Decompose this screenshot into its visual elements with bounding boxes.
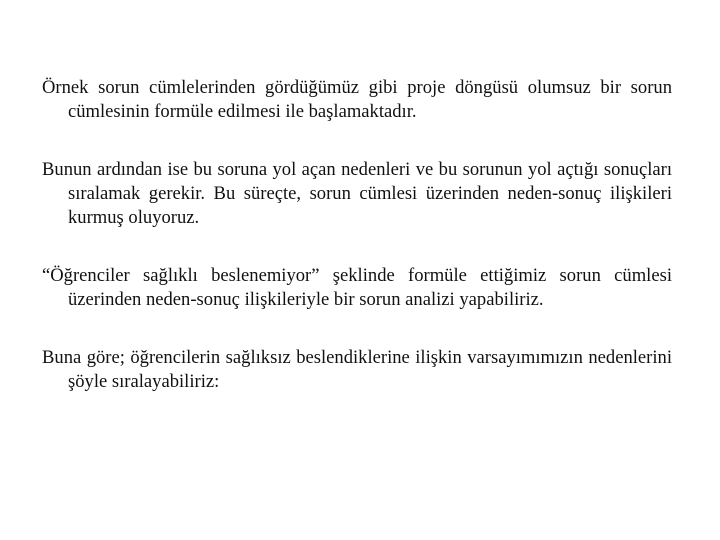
paragraph-example-statement: “Öğrenciler sağlıklı beslenemiyor” şeklinde formüle ettiğimiz sorun cümlesi üzerinden neden-sonuç ilişkileriyle bir sorun analizi yapabiliriz. xyxy=(42,265,672,310)
paragraph-problem-statement: Örnek sorun cümlelerinden gördüğümüz gibi proje döngüsü olumsuz bir sorun cümlesinin formüle edilmesi ile başlamaktadır. xyxy=(42,77,672,122)
paragraph-causes-effects: Bunun ardından ise bu soruna yol açan nedenleri ve bu sorunun yol açtığı sonuçları sıralamak gerekir. Bu süreçte, sorun cümlesi üzerinden neden-sonuç ilişkileri kurmuş oluyoruz. xyxy=(42,159,672,228)
paragraph-list-intro: Buna göre; öğrencilerin sağlıksız beslendiklerine ilişkin varsayımımızın nedenlerini şöyle sıralayabiliriz: xyxy=(42,347,672,392)
text-body xyxy=(42,76,672,394)
